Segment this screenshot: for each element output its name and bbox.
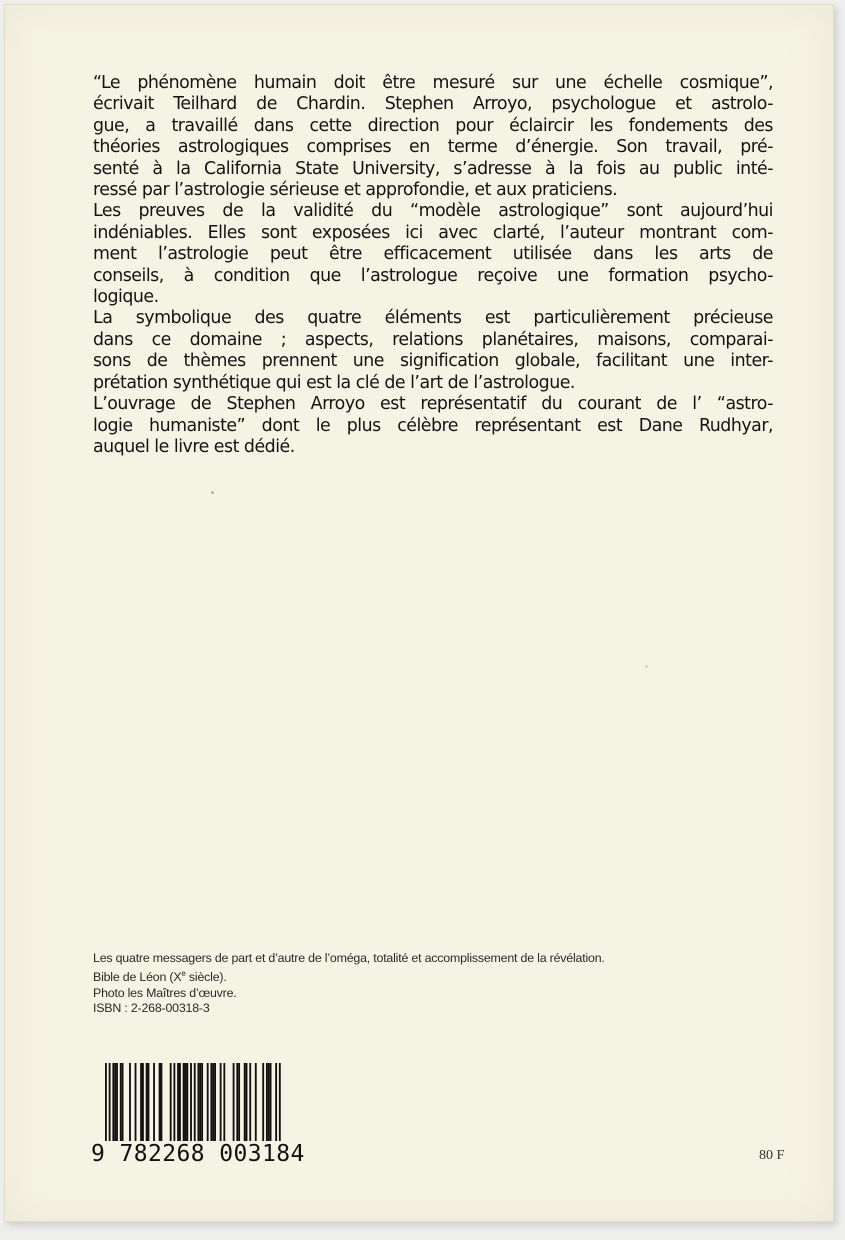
barcode-bar (140, 1063, 142, 1145)
barcode-bar (135, 1063, 137, 1145)
barcode-bar (198, 1063, 200, 1145)
barcode-bar (148, 1063, 150, 1145)
barcode-bar (212, 1063, 214, 1145)
barcode-bar (122, 1063, 124, 1145)
cover-credits (93, 951, 733, 1017)
blurb-line: dans ce domaine ; aspects, relations planétaires, maisons, comparai- (93, 329, 773, 350)
barcode-bar (159, 1063, 161, 1145)
blurb-line: indéniables. Elles sont exposées ici avec clarté, l’auteur montrant com- (93, 222, 773, 243)
blurb-line: gue, a travaillé dans cette direction pour éclaircir les fondements des (93, 115, 773, 136)
illustration-source: Bible de Léon (Xe siècle). (93, 969, 227, 985)
barcode-bar (114, 1063, 116, 1145)
barcode-bar (266, 1063, 268, 1145)
barcode-bar (238, 1063, 240, 1145)
barcode-bar (246, 1063, 248, 1145)
barcode-bar (186, 1063, 188, 1145)
barcode-bar (270, 1063, 272, 1145)
paper-speck (645, 665, 648, 668)
blurb-line: logie humaniste” dont le plus célèbre représentant est Dane Rudhyar, (93, 415, 773, 436)
barcode-bar (236, 1063, 238, 1145)
barcode-bar (185, 1063, 187, 1145)
barcode-bar (112, 1063, 114, 1145)
barcode-bar (244, 1063, 246, 1145)
paper-speck (211, 491, 214, 494)
barcode-bar (207, 1063, 209, 1145)
barcode-bar (129, 1063, 131, 1145)
blurb-line: écrivait Teilhard de Chardin. Stephen Arroyo, psychologue et astrolo- (93, 94, 773, 115)
isbn-label: ISBN : 2-268-00318-3 (93, 1001, 210, 1016)
barcode-bar (249, 1063, 251, 1145)
blurb-line: La symbolique des quatre éléments est particulièrement précieuse (93, 308, 773, 329)
blurb-line: logique. (93, 287, 159, 308)
barcode-bar (116, 1063, 118, 1145)
blurb-line: sons de thèmes prennent une signification globale, facilitant une inter- (93, 351, 773, 372)
barcode-bar (153, 1063, 155, 1145)
price-label: 80 F (759, 1148, 785, 1163)
blurb-line: conseils, à condition que l’astrologue reçoive une formation psycho- (93, 265, 773, 286)
blurb-line: senté à la California State University, s’adresse à la fois au public inté- (93, 158, 773, 179)
illustration-caption: Les quatre messagers de part et d’autre de l’oméga, totalité et accomplissement de la révélation. (93, 951, 605, 965)
blurb-text (93, 73, 773, 458)
barcode-bar (183, 1063, 185, 1145)
back-cover (4, 4, 834, 1222)
blurb-line: Les preuves de la validité du “modèle astrologique” sont aujourd’hui (93, 201, 773, 222)
barcode-digits: 9 782268 003184 (91, 1141, 305, 1167)
barcode-bar (199, 1063, 201, 1145)
barcode-bar (161, 1063, 163, 1145)
barcode-bar (268, 1063, 270, 1145)
barcode-bar (262, 1063, 264, 1145)
barcode-bar (223, 1063, 225, 1145)
barcode-bar (214, 1063, 216, 1145)
barcode-bar (220, 1063, 222, 1145)
barcode-bar (146, 1063, 148, 1145)
blurb-line: L’ouvrage de Stephen Arroyo est représentatif du courant de l’ “astro- (93, 394, 773, 415)
ean-barcode (91, 1063, 305, 1169)
blurb-line: prétation synthétique qui est la clé de l’art de l’astrologue. (93, 372, 575, 393)
barcode-bar (120, 1063, 122, 1145)
barcode-bar (179, 1063, 181, 1145)
blurb-line: auquel le livre est dédié. (93, 436, 295, 457)
barcode-bar (177, 1063, 179, 1145)
barcode-bar (210, 1063, 212, 1145)
blurb-line: ressé par l’astrologie sérieuse et approfondie, et aux praticiens. (93, 180, 618, 201)
barcode-bar (255, 1063, 257, 1145)
blurb-line: théories astrologiques comprises en terme d’énergie. Son travail, pré- (93, 137, 773, 158)
barcode-bar (142, 1063, 144, 1145)
photo-credit: Photo les Maîtres d’œuvre. (93, 985, 237, 1000)
barcode-bar (233, 1063, 235, 1145)
barcode-bar (173, 1063, 175, 1145)
barcode-bar (170, 1063, 172, 1145)
blurb-line: “Le phénomène humain doit être mesuré sur une échelle cosmique”, (93, 73, 773, 93)
barcode-bar (201, 1063, 203, 1145)
blurb-line: ment l’astrologie peut être efficacement utilisée dans les arts de (93, 244, 773, 265)
